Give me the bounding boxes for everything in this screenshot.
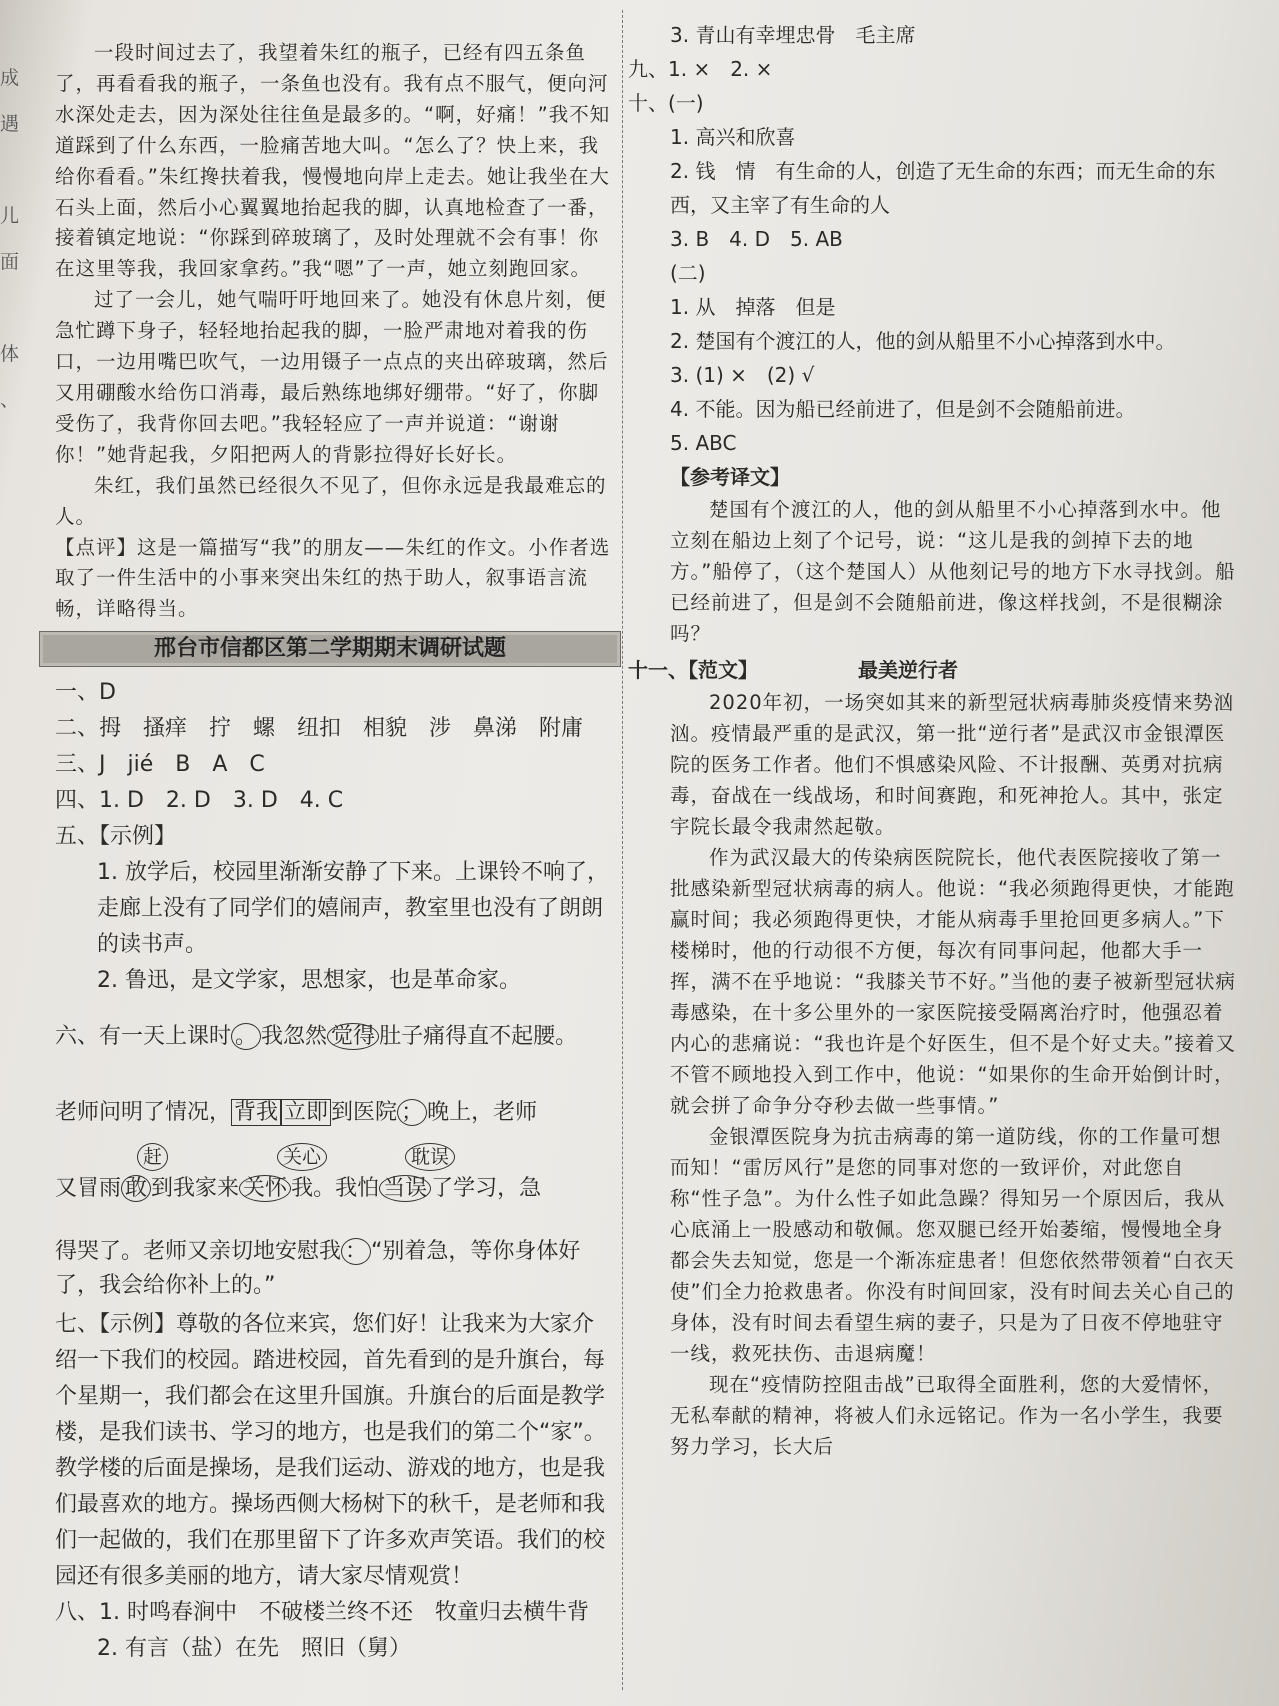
answer-10-part2: (二)	[670, 261, 706, 285]
answer-10-p2-5: 5. ABC	[670, 431, 737, 455]
swap-correction-mark: 立即	[281, 1099, 331, 1126]
answer-10-p2-4: 4. 不能。因为船已经前进了，但是剑不会随船前进。	[670, 397, 1136, 421]
punctuation-correction-mark: ；	[397, 1099, 427, 1126]
punctuation-correction-mark: 。	[231, 1023, 261, 1050]
answer-2: 二、拇 搔痒 拧 螺 纽扣 相貌 涉 鼻涕 附庸	[55, 716, 584, 742]
correction-insert: 耽误	[405, 1143, 455, 1171]
answer-7: 七、【示例】尊敬的各位来宾，您们好！让我来为大家介绍一下我们的校园。踏进校园，首先看到的是升旗台，每个星期一，我们都会在这里升国旗。升旗台的后面是教学楼，是我们读书、学习的地方，也是我们的第二个“家”。教学楼的后面是操场，是我们运动、游戏的地方，也是我们最喜欢的地方。操场西侧大杨树下的秋千，是老师和我们一起做的，我们在那里留下了许多欢声笑语。我们的校园还有很多美丽的地方，请大家尽情观赏！	[55, 1312, 606, 1590]
margin-char: 体	[0, 343, 20, 365]
answer-10-p2-1: 1. 从 掉落 但是	[670, 295, 836, 319]
essay-paragraph: 过了一会儿，她气喘吁吁地回来了。她没有休息片刻，便急忙蹲下身子，轻轻地抬起我的脚，一脸严肃地对着我的伤口，一边用嘴巴吹气，一边用镊子一点点的夹出碎玻璃，然后又用硼酸水给伤口消毒，最后熟练地绑好绷带。“好了，你脚受伤了，我背你回去吧。”我轻轻应了一声并说道：“谢谢你！”她背起我，夕阳把两人的背影拉得好长好长。	[55, 288, 609, 466]
margin-char: 遇	[0, 113, 20, 135]
column-divider	[622, 10, 623, 1690]
margin-char: 儿	[0, 205, 20, 227]
essay-paragraph: 朱红，我们虽然已经很久不见了，但你永远是我最难忘的人。	[55, 473, 607, 528]
margin-char: 面	[0, 251, 20, 273]
answer-5-head: 五、【示例】	[55, 824, 177, 850]
answer-9: 九、1. × 2. ×	[628, 57, 773, 81]
reference-translation: 楚国有个渡江的人，他的剑从船里不小心掉落到水中。他立刻在船边上刻了个记号，说：“这儿是我的剑掉下去的地方。”船停了，（这个楚国人）从他刻记号的地方下水寻找剑。船已经前进了，但是剑不会随船前进，像这样找剑，不是很糊涂吗？	[670, 498, 1236, 645]
answer-5-1: 1. 放学后，校园里渐渐安静了下来。上课铃不响了，走廊上没有了同学们的嬉闹声，教室里也没有了朗朗的读书声。	[97, 860, 609, 958]
answer-10-1: 1. 高兴和欣喜	[670, 125, 796, 149]
answer-8-2: 2. 有言（盐）在先 照旧（舅）	[97, 1636, 411, 1662]
model-essay-label: 十一、【范文】	[628, 658, 758, 682]
word-correction-mark: 觉得	[327, 1023, 379, 1050]
word-correction-mark: 关怀	[239, 1175, 291, 1202]
essay-comment: 【点评】这是一篇描写“我”的朋友——朱红的作文。小作者选取了一件生活中的小事来突出朱红的热于助人，叙事语言流畅，详略得当。	[55, 535, 611, 621]
margin-char: 、	[0, 389, 20, 411]
answer-5-2: 2. 鲁迅，是文学家，思想家，也是革命家。	[97, 968, 521, 994]
correction-insert: 关心	[277, 1143, 327, 1171]
answer-10-head: 十、(一)	[628, 91, 704, 115]
margin-char: 成	[0, 67, 20, 89]
reference-translation-label: 【参考译文】	[670, 465, 790, 489]
punctuation-correction-mark: ：	[341, 1238, 371, 1265]
essay-paragraph: 金银潭医院身为抗击病毒的第一道防线，你的工作量可想而知！“雷厉风行”是您的同事对您的一致评价，对此您自称“性子急”。为什么性子如此急躁？得知另一个原因后，我从心底涌上一股感动和敬佩。您双腿已经开始萎缩，慢慢地全身都会失去知觉，您是一个渐冻症患者！但您依然带领着“白衣天使”们全力抢救患者。你没有时间回家，没有时间去关心自己的身体，没有时间去看望生病的妻子，只是为了日夜不停地驻守一线，救死扶伤、击退病魔！	[670, 1125, 1235, 1365]
essay-paragraph: 现在“疫情防控阻击战”已取得全面胜利，您的大爱情怀，无私奉献的精神，将被人们永远铭记。作为一名小学生，我要努力学习，长大后	[670, 1373, 1224, 1458]
answer-8-3: 3. 青山有幸埋忠骨 毛主席	[670, 23, 916, 47]
answer-6-correction	[55, 999, 615, 1303]
right-column	[628, 18, 1236, 1462]
left-column	[55, 38, 615, 1667]
margin-char	[0, 147, 24, 193]
essay-paragraph: 2020年初，一场突如其来的新型冠状病毒肺炎疫情来势汹汹。疫情最严重的是武汉，第一批“逆行者”是武汉市金银潭医院的医务工作者。他们不惧感染风险、不计报酬、英勇对抗病毒，奋战在一线战场，和时间赛跑，和死神抢人。其中，张定宇院长最令我肃然起敬。	[670, 691, 1235, 838]
answer-10-3: 3. B 4. D 5. AB	[670, 227, 843, 251]
section-title-banner: 邢台市信都区第二学期期末调研试题	[39, 631, 621, 667]
answer-6-line-4: 得哭了。老师又亲切地安慰我 ： “别着急，等你身体好了，我会给你补上的。”	[55, 1239, 581, 1299]
answer-4: 四、1. D 2. D 3. D 4. C	[55, 788, 344, 814]
model-essay-title: 最美逆行者	[858, 658, 958, 682]
word-correction-mark: 当误	[379, 1175, 431, 1202]
answer-8-1: 八、1. 时鸣春涧中 不破楼兰终不还 牧童归去横牛背	[55, 1600, 589, 1626]
essay-paragraph: 一段时间过去了，我望着朱红的瓶子，已经有四五条鱼了，再看看我的瓶子，一条鱼也没有。我有点不服气，便向河水深处走去，因为深处往往鱼是最多的。“啊，好痛！”我不知道踩到了什么东西，一脸痛苦地大叫。“怎么了？快上来，我给你看看。”朱红搀扶着我，慢慢地向岸上走去。她让我坐在大石头上面，然后小心翼翼地抬起我的脚，认真地检查了一番，接着镇定地说：“你踩到碎玻璃了，及时处理就不会有事！你在这里等我，我回家拿药。”我“嗯”了一声，她立刻跑回家。	[55, 41, 611, 281]
answer-6-line-3: 赶 关心 耽误 又冒雨 敢 到我家来 关怀 我。我怕 当误 了学习，急	[55, 1151, 615, 1227]
answer-10-2: 2. 钱 情 有生命的人，创造了无生命的东西；而无生命的东西，又主宰了有生命的人	[670, 159, 1216, 217]
correction-insert: 赶	[137, 1143, 168, 1171]
answer-3: 三、J jié B A C	[55, 752, 265, 778]
swap-correction-mark: 背我	[231, 1099, 281, 1126]
margin-char	[0, 285, 24, 331]
answer-1: 一、D	[55, 680, 116, 706]
essay-paragraph: 作为武汉最大的传染病医院院长，他代表医院接收了第一批感染新型冠状病毒的病人。他说：“我必须跑得更快，才能跑赢时间；我必须跑得更快，才能从病毒手里抢回更多病人。”下楼梯时，他的行动很不方便，每次有同事问起，他都大手一挥，满不在乎地说：“我膝关节不好。”当他的妻子被新型冠状病毒感染，在十多公里外的一家医院接受隔离治疗时，他强忍着内心的悲痛说：“我也许是个好医生，但不是个好丈夫。”接着又不管不顾地投入到工作中，他说：“如果你的生命开始倒计时，就会拼了命争分夺秒去做一些事情。”	[670, 846, 1236, 1117]
left-margin-fragments	[0, 55, 24, 423]
answer-10-p2-2: 2. 楚国有个渡江的人，他的剑从船里不小心掉落到水中。	[670, 329, 1176, 353]
word-correction-mark: 敢	[121, 1175, 151, 1202]
model-essay-body	[628, 687, 1236, 1462]
answer-10-p2-3: 3. (1) × (2) √	[670, 363, 815, 387]
answer-6-line-2: 老师问明了情况， 背我 立即 到医院 ； 晚上，老师	[55, 1100, 538, 1126]
model-essay-header	[628, 653, 1236, 687]
answer-6-line-1: 六、有一天上课时 。 我忽然 觉得 肚子痛得直不起腰。	[55, 1024, 578, 1050]
